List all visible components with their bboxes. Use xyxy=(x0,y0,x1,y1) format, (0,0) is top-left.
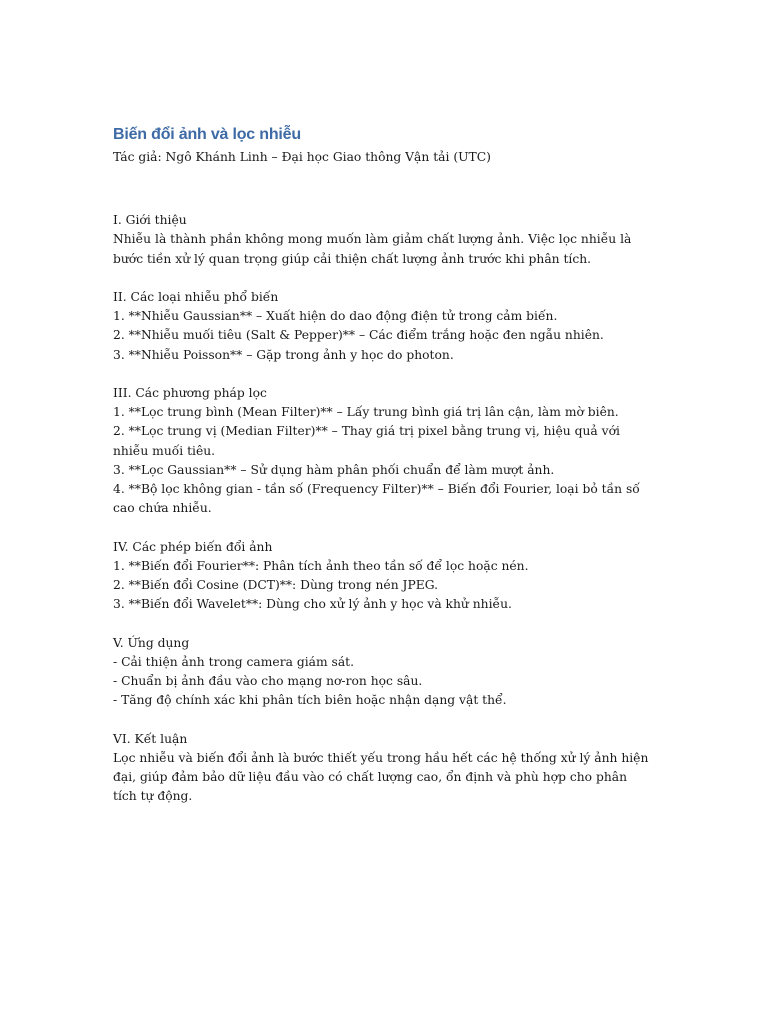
list-item: 2. **Biến đổi Cosine (DCT)**: Dùng trong nén JPEG. xyxy=(113,578,439,593)
list-item: - Chuẩn bị ảnh đầu vào cho mạng nơ-ron học sâu. xyxy=(113,674,423,689)
section-conclusion xyxy=(113,730,653,807)
list-item: 2. **Nhiễu muối tiêu (Salt & Pepper)** – Các điểm trắng hoặc đen ngẫu nhiên. xyxy=(113,328,604,343)
list-item: - Cải thiện ảnh trong camera giám sát. xyxy=(113,654,355,669)
section-heading: VI. Kết luận xyxy=(113,731,188,746)
section-heading: I. Giới thiệu xyxy=(113,213,187,228)
section-noise-types xyxy=(113,288,653,365)
list-item: 1. **Nhiễu Gaussian** – Xuất hiện do dao động điện tử trong cảm biến. xyxy=(113,309,558,324)
paragraph: Nhiễu là thành phần không mong muốn làm giảm chất lượng ảnh. Việc lọc nhiễu là bước tiền xử lý quan trọng giúp cải thiện chất lượng ảnh trước khi phân tích. xyxy=(113,232,632,266)
document-title: Biến đổi ảnh và lọc nhiễu xyxy=(113,126,301,143)
list-item: 4. **Bộ lọc không gian - tần số (Frequency Filter)** – Biến đổi Fourier, loại bỏ tần số cao chứa nhiễu. xyxy=(113,482,640,516)
list-item: 1. **Lọc trung bình (Mean Filter)** – Lấy trung bình giá trị lân cận, làm mờ biên. xyxy=(113,405,619,420)
section-transforms xyxy=(113,538,653,615)
section-introduction xyxy=(113,211,653,269)
list-item: 2. **Lọc trung vị (Median Filter)** – Thay giá trị pixel bằng trung vị, hiệu quả với nhiễu muối tiêu. xyxy=(113,424,620,458)
paragraph: Lọc nhiễu và biến đổi ảnh là bước thiết yếu trong hầu hết các hệ thống xử lý ảnh hiện đại, giúp đảm bảo dữ liệu đầu vào có chất lượng cao, ổn định và phù hợp cho phân tích tự động. xyxy=(113,750,649,804)
list-item: 3. **Lọc Gaussian** – Sử dụng hàm phân phối chuẩn để làm mượt ảnh. xyxy=(113,462,555,477)
section-applications xyxy=(113,634,653,711)
document-page xyxy=(113,124,653,826)
title-spacer xyxy=(113,167,653,211)
section-filter-methods xyxy=(113,384,653,518)
document-author: Tác giả: Ngô Khánh Linh – Đại học Giao thông Vận tải (UTC) xyxy=(113,150,491,164)
section-heading: II. Các loại nhiễu phổ biến xyxy=(113,290,279,304)
section-heading: IV. Các phép biến đổi ảnh xyxy=(113,539,273,554)
section-heading: III. Các phương pháp lọc xyxy=(113,386,267,400)
list-item: - Tăng độ chính xác khi phân tích biên hoặc nhận dạng vật thể. xyxy=(113,693,507,708)
list-item: 3. **Nhiễu Poisson** – Gặp trong ảnh y học do photon. xyxy=(113,347,454,362)
list-item: 1. **Biến đổi Fourier**: Phân tích ảnh theo tần số để lọc hoặc nén. xyxy=(113,558,529,573)
section-heading: V. Ứng dụng xyxy=(113,635,190,650)
list-item: 3. **Biến đổi Wavelet**: Dùng cho xử lý ảnh y học và khử nhiễu. xyxy=(113,597,512,612)
